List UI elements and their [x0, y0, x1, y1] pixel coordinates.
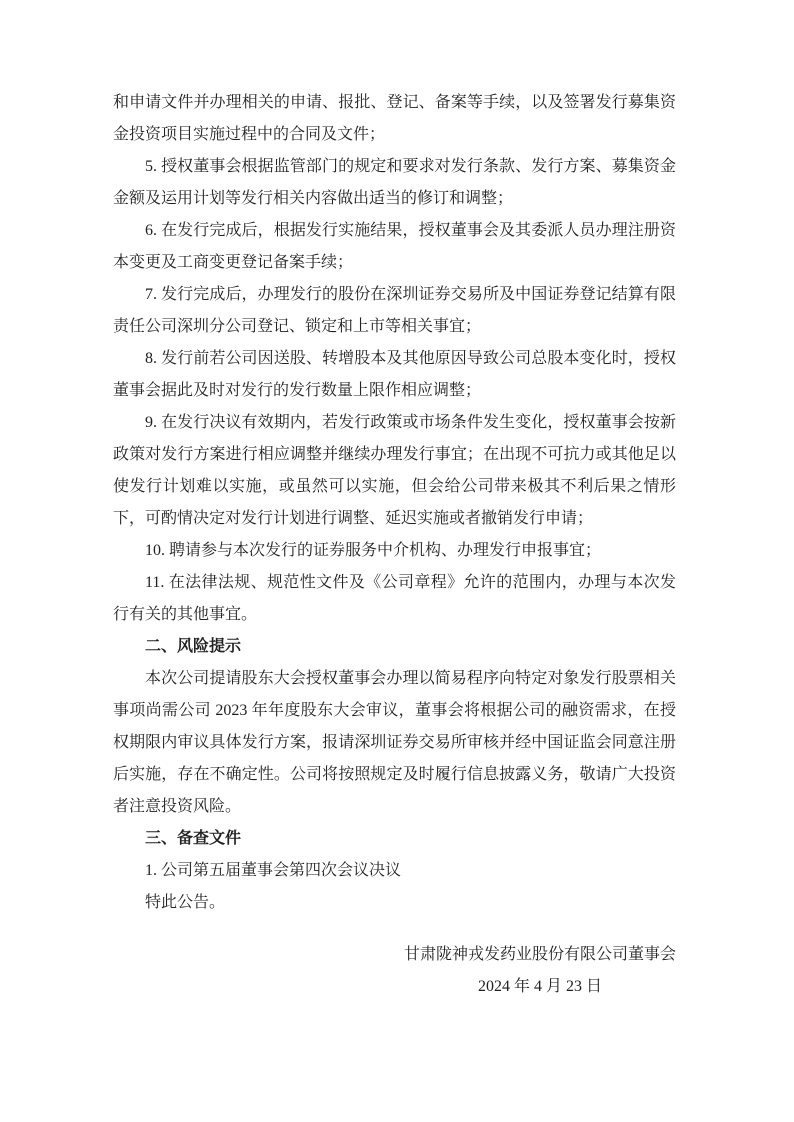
signature-date: 2024 年 4 月 23 日	[477, 978, 602, 995]
paragraph-continuation: 和申请文件并办理相关的申请、报批、登记、备案等手续，以及签署发行募集资金投资项目实施过程中的合同及文件；	[113, 94, 676, 143]
signature-block	[113, 939, 676, 1003]
section-heading-risk: 二、风险提示	[145, 638, 242, 655]
section-heading-reference-documents: 三、备查文件	[145, 830, 242, 847]
paragraph-closing-statement: 特此公告。	[145, 894, 226, 911]
paragraph-item-6: 6. 在发行完成后，根据发行实施结果，授权董事会及其委派人员办理注册资本变更及工商变更登记备案手续；	[113, 222, 676, 271]
paragraph-item-11: 11. 在法律法规、规范性文件及《公司章程》允许的范围内，办理与本次发行有关的其他事宜。	[113, 574, 676, 623]
paragraph-item-5: 5. 授权董事会根据监管部门的规定和要求对发行条款、发行方案、募集资金金额及运用计划等发行相关内容做出适当的修订和调整；	[113, 158, 676, 207]
paragraph-item-10: 10. 聘请参与本次发行的证券服务中介机构、办理发行申报事宜；	[145, 542, 602, 559]
paragraph-item-7: 7. 发行完成后，办理发行的股份在深圳证券交易所及中国证券登记结算有限责任公司深圳分公司登记、锁定和上市等相关事宜；	[113, 286, 676, 335]
signature-company: 甘肃陇神戎发药业股份有限公司董事会	[403, 946, 676, 963]
paragraph-risk: 本次公司提请股东大会授权董事会办理以简易程序向特定对象发行股票相关事项尚需公司 2023 年年度股东大会审议，董事会将根据公司的融资需求，在授权期限内审议具体发行方案，报请深圳证券交易所审核并经中国证监会同意注册后实施，存在不确定性。公司将按照规定及时履行信息披露义务，敬请广大投资者注意投资风险。	[113, 670, 676, 815]
signature-inner	[404, 939, 676, 1003]
paragraph-reference-document-1: 1. 公司第五届董事会第四次会议决议	[145, 862, 402, 879]
paragraph-item-9: 9. 在发行决议有效期内，若发行政策或市场条件发生变化，授权董事会按新政策对发行方案进行相应调整并继续办理发行事宜；在出现不可抗力或其他足以使发行计划难以实施，或虽然可以实施，但会给公司带来极其不利后果之情形下，可酌情决定对发行计划进行调整、延迟实施或者撤销发行申请；	[113, 414, 676, 527]
paragraph-item-8: 8. 发行前若公司因送股、转增股本及其他原因导致公司总股本变化时，授权董事会据此及时对发行的发行数量上限作相应调整；	[113, 350, 676, 399]
